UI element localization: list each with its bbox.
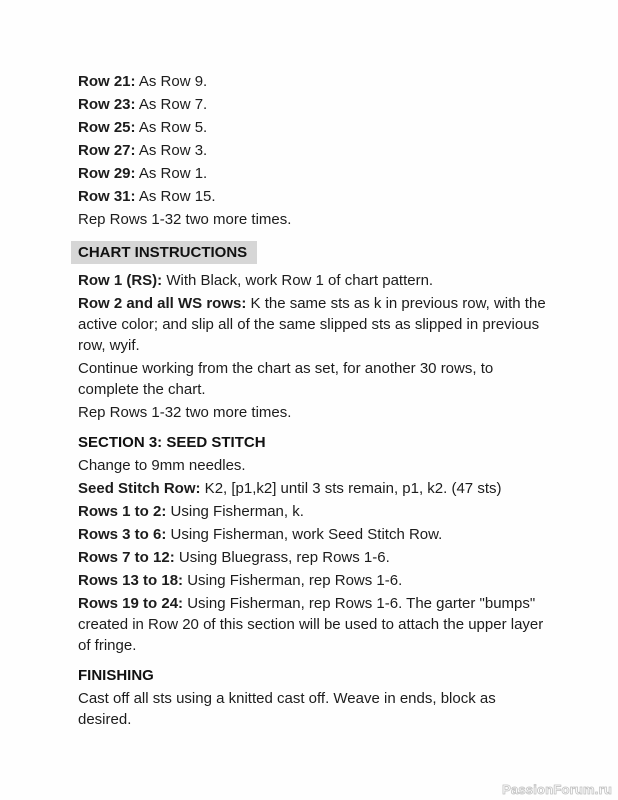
row-text: K2, [p1,k2] until 3 sts remain, p1, k2. (47 sts): [200, 480, 502, 497]
row-text: Using Fisherman, k.: [166, 503, 304, 520]
row-text: With Black, work Row 1 of chart pattern.: [162, 272, 434, 289]
repeat-instruction: [78, 209, 546, 230]
paragraph-text: Continue working from the chart as set, for another 30 rows, to complete the chart.: [78, 360, 494, 398]
row-label: Rows 13 to 18:: [78, 572, 184, 589]
paragraph-text: Rep Rows 1-32 two more times.: [78, 404, 292, 421]
row-instruction: [78, 593, 546, 656]
chart-instructions-heading: CHART INSTRUCTIONS: [71, 241, 257, 264]
row-instruction: [78, 547, 546, 568]
row-instruction: [78, 293, 546, 356]
needles-instruction: [78, 455, 546, 476]
row-instruction: [78, 501, 546, 522]
row-instruction: [78, 570, 546, 591]
row-label: Row 29:: [78, 165, 136, 182]
text-column: [78, 71, 546, 732]
row-text: As Row 15.: [135, 188, 216, 205]
row-text: As Row 5.: [135, 119, 208, 136]
row-label: Row 21:: [78, 73, 136, 90]
watermark: PassionForum.ru: [502, 782, 612, 797]
row-label: Rows 19 to 24:: [78, 595, 184, 612]
row-label: Rows 7 to 12:: [78, 549, 175, 566]
row-label: Row 23:: [78, 96, 136, 113]
row-instruction: [78, 71, 546, 92]
continue-instruction: [78, 358, 546, 400]
row-text: As Row 7.: [135, 96, 208, 113]
row-label: Rows 3 to 6:: [78, 526, 167, 543]
row-text: As Row 1.: [135, 165, 208, 182]
row-text: Using Fisherman, rep Rows 1-6.: [183, 572, 403, 589]
row-label: Row 31:: [78, 188, 136, 205]
row-instruction: [78, 94, 546, 115]
row-instruction: [78, 270, 546, 291]
row-label: Row 2 and all WS rows:: [78, 295, 247, 312]
row-text: Using Fisherman, work Seed Stitch Row.: [166, 526, 443, 543]
row-text: As Row 9.: [135, 73, 208, 90]
row-instruction: [78, 117, 546, 138]
paragraph-text: Change to 9mm needles.: [78, 457, 246, 474]
row-label: Row 1 (RS):: [78, 272, 163, 289]
chart-instructions-section: [78, 232, 546, 270]
row-text: Using Bluegrass, rep Rows 1-6.: [174, 549, 390, 566]
row-text: K the same sts as k in previous row, with the active color; and slip all of the same slipped sts as slipped in previous row, wyif.: [78, 295, 546, 354]
row-instruction: [78, 524, 546, 545]
row-instruction: [78, 186, 546, 207]
row-text: Using Fisherman, rep Rows 1-6. The garter "bumps" created in Row 20 of this section will be used to attach the upper layer of fringe.: [78, 595, 544, 654]
row-label: Row 27:: [78, 142, 136, 159]
row-label: Rows 1 to 2:: [78, 503, 167, 520]
row-label: Seed Stitch Row:: [78, 480, 201, 497]
row-instruction: [78, 140, 546, 161]
section-3-heading: SECTION 3: SEED STITCH: [78, 434, 266, 451]
row-text: As Row 3.: [135, 142, 208, 159]
row-label: Row 25:: [78, 119, 136, 136]
finishing-instruction: [78, 688, 546, 730]
paragraph-text: Rep Rows 1-32 two more times.: [78, 211, 292, 228]
seed-stitch-row-instruction: [78, 478, 546, 499]
finishing-heading: FINISHING: [78, 667, 154, 684]
row-instruction: [78, 163, 546, 184]
repeat-instruction: [78, 402, 546, 423]
paragraph-text: Cast off all sts using a knitted cast off. Weave in ends, block as desired.: [78, 690, 496, 728]
